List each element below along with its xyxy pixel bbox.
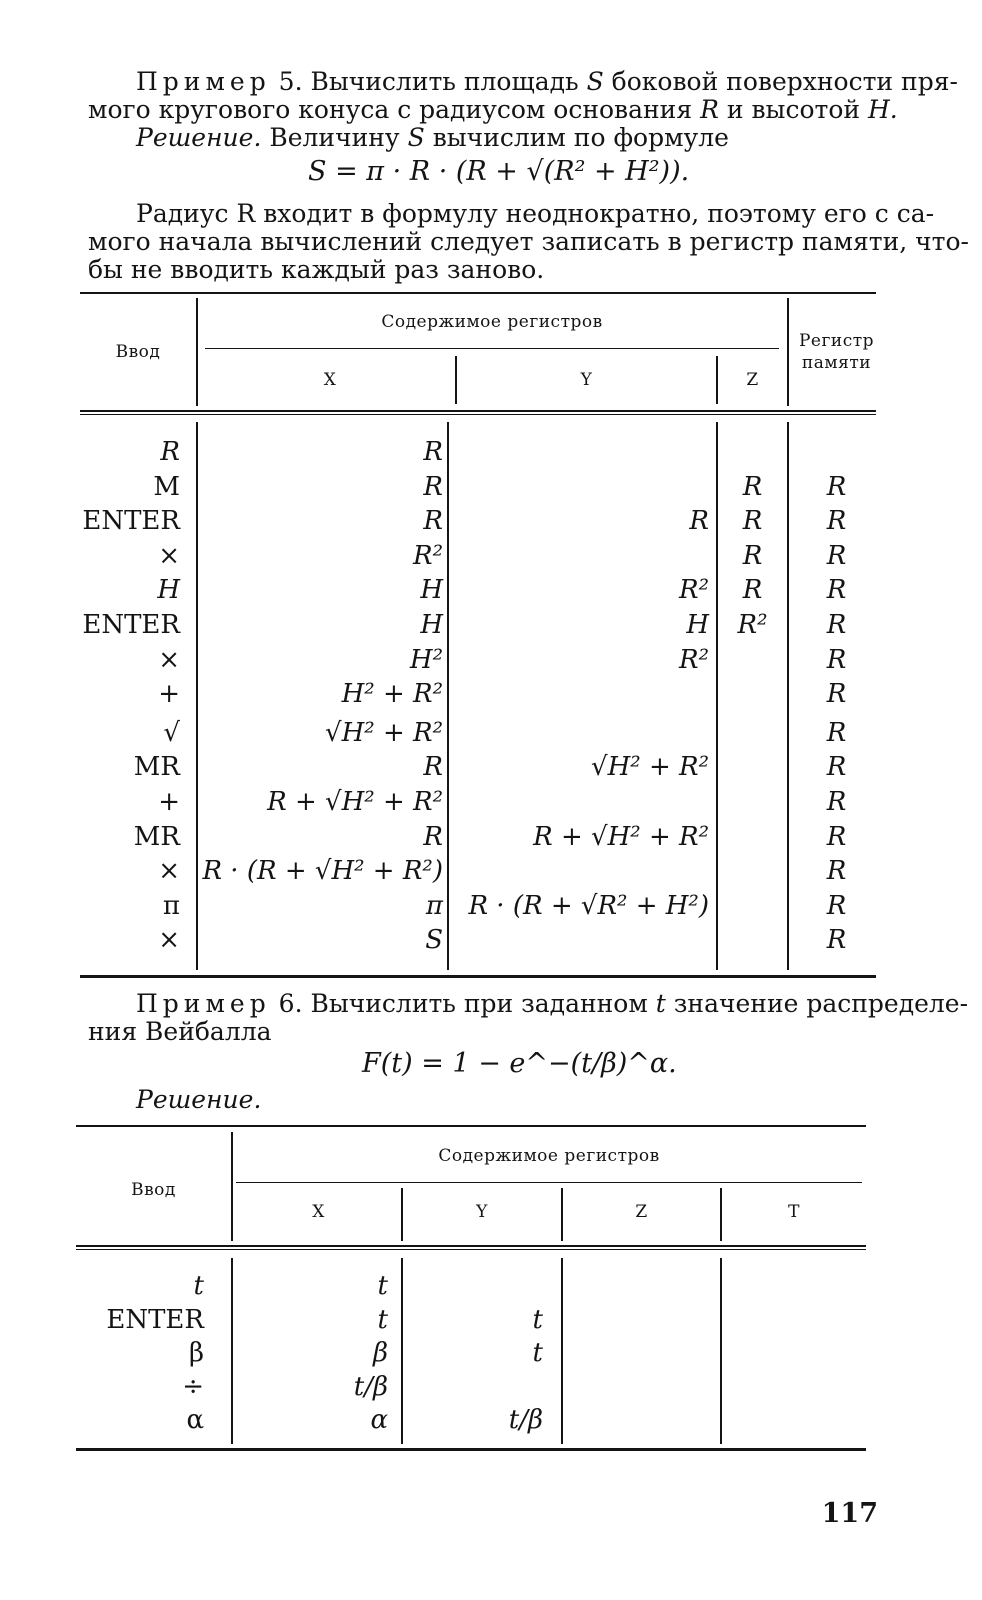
example5-line1 <box>88 67 958 96</box>
example5-text-2a: мого кругового конуса с радиусом основания <box>88 95 693 124</box>
table2-x-cell: α <box>370 1405 388 1435</box>
table1-memory-cell: R <box>826 891 847 921</box>
solution-text-a: Величину <box>269 123 400 152</box>
table1-memory-cell: R <box>826 610 847 640</box>
formula-text: S = π · R · (R + √(R² + H²)). <box>308 156 690 187</box>
example5-paragraph-2 <box>88 199 970 284</box>
table2-y-cell: t <box>532 1338 543 1368</box>
table2-header-input: Ввод <box>131 1180 176 1200</box>
table1-x-cell: H² + R² <box>341 679 443 709</box>
table1-input-cell: H <box>157 575 180 605</box>
table2-input-cell: ENTER <box>106 1305 204 1335</box>
symbol-r: R <box>700 95 719 124</box>
table1-z-cell: R <box>742 472 763 502</box>
table1-input-cell: ENTER <box>82 610 180 640</box>
table1-memory-cell: R <box>826 541 847 571</box>
example6-line1 <box>88 989 969 1018</box>
table2-header-contents: Содержимое регистров <box>438 1146 660 1166</box>
table1-bottom-rule <box>80 975 876 978</box>
weibull-formula-text: F(t) = 1 − e^−(t/β)^α. <box>362 1048 677 1079</box>
para2-line3: бы не вводить каждый раз заново. <box>88 255 545 284</box>
table1-memory-cell: R <box>826 822 847 852</box>
table1-sub-rule <box>205 348 779 349</box>
table2-y-cell: t <box>532 1305 543 1335</box>
formula-cone-area <box>308 156 689 187</box>
table1-y-cell: H <box>686 610 709 640</box>
table1-x-cell: H <box>420 575 443 605</box>
example5-line3 <box>88 124 892 152</box>
symbol-t: t <box>655 989 666 1018</box>
example6-heading: Пример <box>136 989 271 1018</box>
example6-text-tail: значение распределе- <box>673 989 969 1018</box>
table1-x-cell: π <box>425 891 443 921</box>
table1-z-cell: R <box>742 506 763 536</box>
example5-text: 5. Вычислить площадь <box>278 67 579 96</box>
table1-top-rule <box>80 292 876 294</box>
table2-header-t: T <box>788 1202 800 1222</box>
table2-input-cell: ÷ <box>182 1372 204 1402</box>
symbol-h: H. <box>868 95 898 124</box>
table1-input-cell: + <box>158 787 180 817</box>
solution-label-2: Решение. <box>136 1085 262 1114</box>
table2-vline-yz-body <box>561 1258 563 1444</box>
table1-vline-input <box>196 298 198 406</box>
table2-header-x: X <box>312 1202 325 1222</box>
table1-input-cell: × <box>158 645 180 675</box>
table1-y-cell: R² <box>679 645 709 675</box>
table1-header-memory-l2: памяти <box>801 353 872 373</box>
table2-input-cell: t <box>193 1271 204 1301</box>
table2-x-cell: t <box>377 1305 388 1335</box>
table1-memory-cell: R <box>826 718 847 748</box>
table1-memory-cell: R <box>826 925 847 955</box>
table1-header-y: Y <box>580 370 593 390</box>
table1-memory-cell: R <box>826 645 847 675</box>
table1-input-cell: × <box>158 856 180 886</box>
table1-memory-cell: R <box>826 856 847 886</box>
table1-z-cell: R <box>742 541 763 571</box>
formula-weibull <box>362 1048 677 1079</box>
table1-input-cell: MR <box>133 752 180 782</box>
table1-input-cell: R <box>160 437 180 467</box>
table1-memory-cell: R <box>826 752 847 782</box>
solution-label: Решение. <box>136 123 262 152</box>
table1-header-memory <box>789 330 884 374</box>
table1-x-cell: R <box>423 472 443 502</box>
table1-z-cell: R <box>742 575 763 605</box>
example6-text: 6. Вычислить при заданном <box>278 989 648 1018</box>
table2-top-rule <box>76 1125 866 1127</box>
page-number: 117 <box>821 1498 878 1529</box>
example5-text-2b: и высотой <box>726 95 861 124</box>
table1-x-cell: √H² + R² <box>325 718 443 748</box>
example5-line2 <box>88 95 898 124</box>
table1-y-cell: √H² + R² <box>591 752 709 782</box>
table2-header-rule <box>76 1245 866 1247</box>
table1-x-cell: R <box>423 752 443 782</box>
table1-memory-cell: R <box>826 787 847 817</box>
table2-header-z: Z <box>635 1202 648 1222</box>
table1-x-cell: R <box>423 437 443 467</box>
example-heading: Пример <box>136 67 271 96</box>
symbol-s-2: S <box>407 123 425 152</box>
table1-memory-cell: R <box>826 506 847 536</box>
table2-input-cell: β <box>188 1338 204 1368</box>
example5-text-tail: боковой поверхности пря- <box>611 67 958 96</box>
table1-input-cell: ENTER <box>82 506 180 536</box>
example5-paragraph <box>88 67 958 152</box>
table2-header-rule-2 <box>76 1249 866 1250</box>
table1-input-cell: × <box>158 925 180 955</box>
table1-header-z: Z <box>746 370 759 390</box>
example6-paragraph <box>88 989 969 1046</box>
table1-x-cell: S <box>425 925 443 955</box>
table2-input-cell: α <box>186 1405 204 1435</box>
example6-solution <box>88 1086 892 1114</box>
table1-header-memory-l1: Регистр <box>798 331 875 351</box>
table1-x-cell: R <box>423 506 443 536</box>
table1-y-cell: R <box>689 506 709 536</box>
table1-header-contents: Содержимое регистров <box>381 312 603 332</box>
table1-vline-xy-body <box>447 422 449 970</box>
table1-memory-cell: R <box>826 679 847 709</box>
table2-vline-zt-body <box>720 1258 722 1444</box>
solution-text-b: вычислим по формуле <box>432 123 729 152</box>
para2-line1: Радиус R входит в формулу неоднократно, поэтому его с са- <box>136 199 935 228</box>
table2-bottom-rule <box>76 1448 866 1451</box>
table2-y-cell: t/β <box>508 1405 543 1435</box>
para2-line2: мого начала вычислений следует записать в регистр памяти, что- <box>88 227 970 256</box>
table2-vline-input-body <box>231 1258 233 1444</box>
table1-z-cell: R² <box>737 610 768 640</box>
table1-input-cell: √ <box>163 718 180 748</box>
table1-x-cell: H <box>420 610 443 640</box>
table1-x-cell: R · (R + √H² + R²) <box>202 856 443 886</box>
table2-sub-rule <box>236 1182 862 1183</box>
table1-header-rule <box>80 410 876 412</box>
table1-x-cell: R + √H² + R² <box>267 787 443 817</box>
table1-memory-cell: R <box>826 575 847 605</box>
table1-y-cell: R² <box>679 575 709 605</box>
table1-header-input: Ввод <box>115 342 161 362</box>
table2-vline-input <box>231 1132 233 1241</box>
table1-x-cell: R <box>423 822 443 852</box>
table1-memory-cell: R <box>826 472 847 502</box>
example6-line2: ния Вейбалла <box>88 1017 272 1046</box>
table1-x-cell: H² <box>409 645 443 675</box>
example6-solution-line <box>88 1086 892 1114</box>
table1-x-cell: R² <box>413 541 443 571</box>
table1-header-x: X <box>323 370 337 390</box>
table2-header-y: Y <box>476 1202 488 1222</box>
table1-y-cell: R · (R + √R² + H²) <box>468 891 709 921</box>
table1-input-cell: M <box>153 472 180 502</box>
table1-input-cell: + <box>158 679 180 709</box>
table1-input-cell: × <box>158 541 180 571</box>
table2-x-cell: t <box>377 1271 388 1301</box>
table1-header-rule-2 <box>80 414 876 415</box>
table2-x-cell: t/β <box>353 1372 388 1402</box>
symbol-s: S <box>586 67 604 96</box>
table1-input-cell: MR <box>133 822 180 852</box>
table2-x-cell: β <box>372 1338 388 1368</box>
table1-y-cell: R + √H² + R² <box>533 822 709 852</box>
table1-input-cell: π <box>162 891 180 921</box>
